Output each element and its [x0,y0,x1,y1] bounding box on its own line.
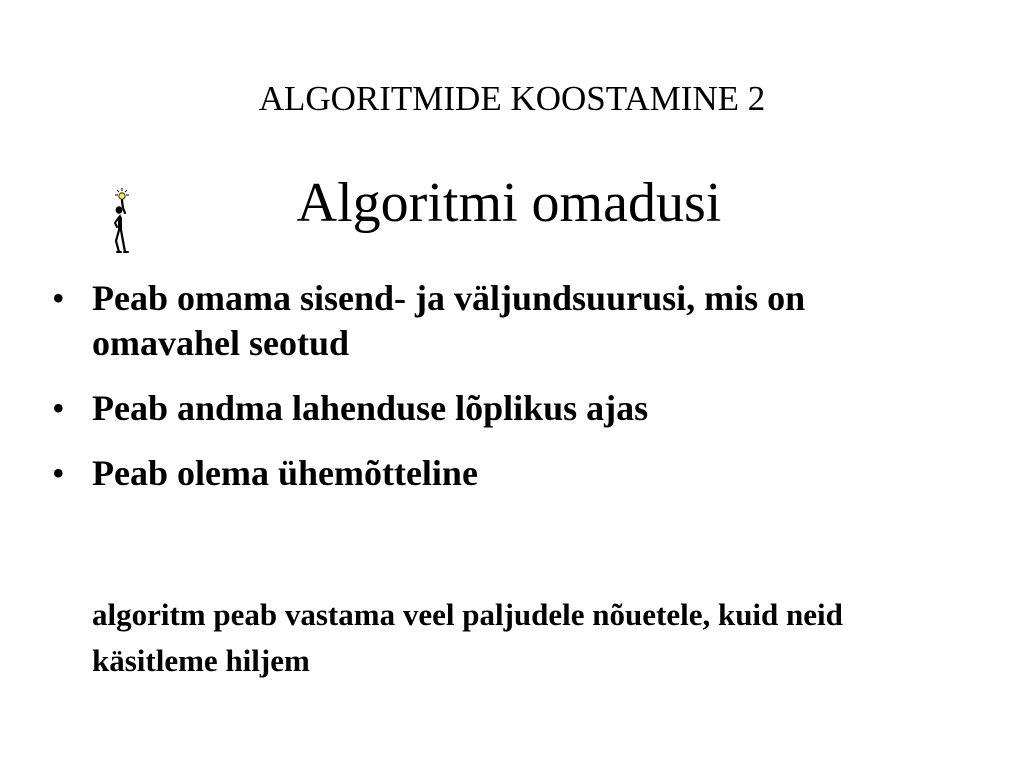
bullet-dot: • [52,388,65,428]
bullet-text: Peab andma lahenduse lõplikus ajas [92,388,649,428]
slide-title: Algoritmi omadusi [296,172,722,234]
bullet-text: Peab omama sisend- ja väljundsuurusi, mis on omavahel seotud [92,278,806,363]
bullet-item [52,386,952,431]
bullet-text: Peab olema ühemõtteline [92,453,478,493]
bullet-item [52,451,952,496]
bullet-dot: • [52,278,65,318]
bullet-list [52,276,952,516]
bullet-item [52,276,952,366]
slide-note: algoritm peab vastama veel paljudele nõuetele, kuid neid käsitleme hiljem [92,597,843,678]
slide-header: ALGORITMIDE KOOSTAMINE 2 [258,79,766,118]
bullet-dot: • [52,453,65,493]
